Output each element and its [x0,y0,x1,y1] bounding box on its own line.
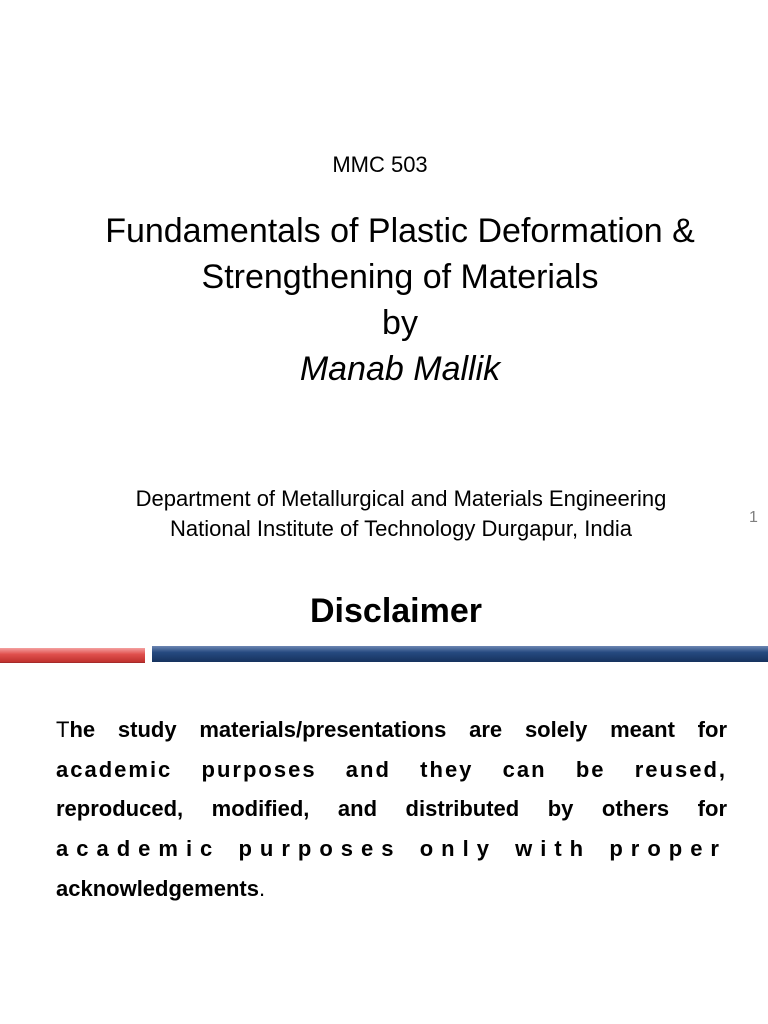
first-letter: T [56,717,70,742]
line-5-period: . [258,876,266,901]
department-line: Department of Metallurgical and Materials Engineering [135,486,667,511]
author-name: Manab Mallik [299,350,501,388]
title-line-2: Strengthening of Materials [201,258,599,296]
institute-line: National Institute of Technology Durgapur, India [170,516,632,541]
disclaimer-line-4: academic purposes only with proper [56,836,727,861]
course-code: MMC 503 [332,152,428,177]
disclaimer-title: Disclaimer [310,592,482,630]
line-1-text: he study materials/presentations are solely meant for [69,717,727,742]
page-number: 1 [749,509,758,526]
disclaimer-line-3: reproduced, modified, and distributed by others for [56,796,727,821]
left-accent-rule [0,648,145,663]
by-line: by [382,304,418,342]
right-accent-rule [152,646,768,662]
title-line-1: Fundamentals of Plastic Deformation & [105,212,695,250]
line-5-text: acknowledgements [56,876,259,901]
disclaimer-line-1 [56,717,727,743]
disclaimer-line-2: academic purposes and they can be reused, [56,757,727,782]
disclaimer-line-5 [56,876,727,902]
disclaimer-slide [0,580,768,1024]
